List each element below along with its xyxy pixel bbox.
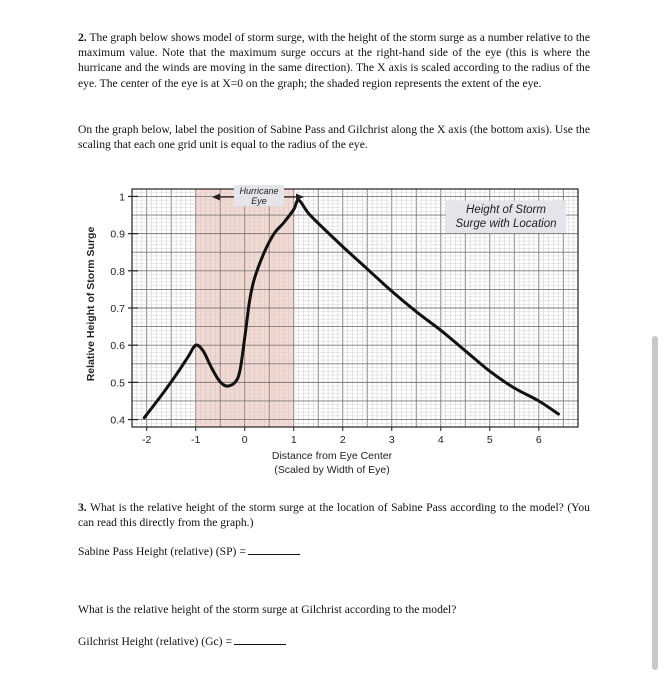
question-2-text [78, 30, 590, 91]
x-tick-label: 1 [290, 434, 297, 446]
x-tick-label: -2 [142, 434, 152, 446]
question-3-text [78, 500, 590, 530]
y-tick-label: 0.6 [110, 340, 125, 353]
y-tick-label: 0.5 [110, 377, 125, 390]
legend-line-1: Height of Storm [466, 204, 546, 216]
x-tick-label: 4 [437, 434, 444, 446]
gilchrist-label: Gilchrist Height (relative) (Gc) = [78, 635, 232, 648]
y-tick-label: 1 [119, 191, 125, 204]
eye-label-line-1: Hurricane [239, 186, 279, 196]
x-tick-label: 3 [388, 434, 395, 446]
x-tick-label: 5 [486, 434, 493, 446]
x-tick-label: 0 [241, 434, 248, 446]
question-2-number: 2. [78, 31, 87, 44]
y-tick-label: 0.7 [110, 303, 125, 315]
gilchrist-question: What is the relative height of the storm surge at Gilchrist according to the model? [78, 603, 457, 616]
x-tick-label: 2 [339, 434, 346, 446]
x-tick-label: 6 [535, 434, 542, 446]
x-axis-label: Distance from Eye Center [271, 450, 393, 462]
storm-surge-chart [80, 172, 600, 487]
sabine-pass-answer-blank[interactable] [248, 544, 300, 555]
gilchrist-answer-blank[interactable] [234, 634, 286, 645]
y-tick-label: 0.4 [110, 414, 125, 427]
legend-line-2: Surge with Location [455, 218, 557, 230]
y-tick-label: 0.9 [110, 228, 125, 241]
legend [446, 201, 566, 233]
y-tick-label: 0.8 [110, 265, 125, 278]
question-2-instruction: On the graph below, label the position of Sabine Pass and Gilchrist along the X axis (the bottom axis). Use the scaling that each one grid unit is equal to the radius of the eye. [78, 123, 590, 152]
sabine-pass-answer-line [78, 544, 300, 558]
gilchrist-answer-line [78, 634, 286, 648]
vertical-scrollbar[interactable] [652, 336, 658, 670]
y-axis-label: Relative Height of Storm Surge [85, 226, 97, 382]
question-3-number: 3. [78, 501, 87, 514]
question-2-body: The graph below shows model of storm surge, with the height of the storm surge as a number relative to the maximum value. Note that the maximum surge occurs at the right-hand side of the eye (this is where the hurricane and the winds are moving in the same direction). The X axis is scaled according to the radius of the eye. The center of the eye is at X=0 on the graph; the shaded region represents the extent of the eye. [78, 31, 590, 90]
sabine-pass-label: Sabine Pass Height (relative) (SP) = [78, 545, 246, 558]
question-3-body: What is the relative height of the storm surge at the location of Sabine Pass according to the model? (You can read this directly from the graph.) [78, 501, 590, 530]
x-axis-sublabel: (Scaled by Width of Eye) [274, 464, 390, 476]
x-tick-label: -1 [191, 434, 201, 446]
eye-label-line-2: Eye [251, 196, 267, 206]
